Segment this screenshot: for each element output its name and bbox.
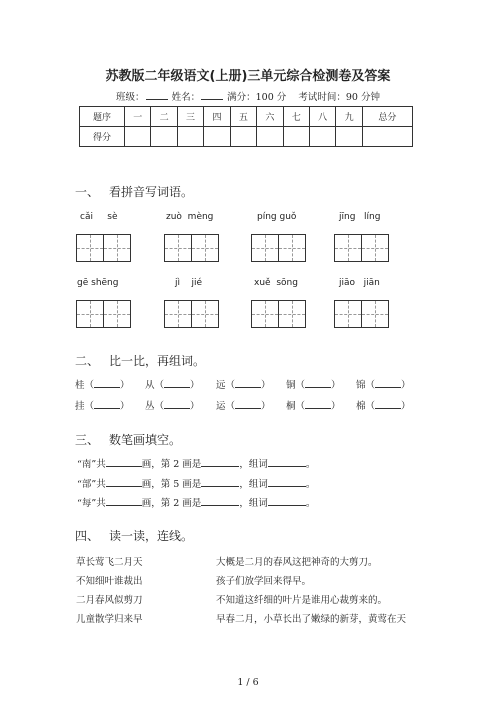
- answer-blank[interactable]: [305, 399, 331, 409]
- answer-blank[interactable]: [164, 378, 190, 388]
- writing-grid[interactable]: [334, 300, 389, 328]
- grid-cell[interactable]: [103, 234, 131, 262]
- writing-grid[interactable]: [251, 234, 306, 262]
- score-cell[interactable]: [125, 127, 151, 147]
- compare-item: 远（ ）: [216, 380, 271, 391]
- section-title: 数笔画填空。: [109, 433, 182, 447]
- grid-cell[interactable]: [164, 300, 192, 328]
- section-number: 四、: [75, 529, 100, 543]
- score-table: [79, 106, 413, 147]
- score-header-cell: 三: [177, 107, 203, 127]
- writing-grid[interactable]: [251, 300, 306, 328]
- score-header-row: [80, 107, 413, 127]
- answer-blank[interactable]: [106, 477, 142, 487]
- grid-cell[interactable]: [191, 234, 219, 262]
- score-header-cell: 七: [283, 107, 309, 127]
- grid-cell[interactable]: [361, 234, 389, 262]
- score-header-cell: 五: [230, 107, 256, 127]
- class-blank[interactable]: [146, 90, 168, 100]
- name-label: 姓名：: [171, 92, 201, 103]
- grid-cell[interactable]: [251, 300, 279, 328]
- answer-blank[interactable]: [164, 399, 190, 409]
- full-score: 满分：100 分: [227, 92, 287, 103]
- answer-blank[interactable]: [235, 399, 261, 409]
- answer-blank[interactable]: [201, 496, 239, 506]
- answer-blank[interactable]: [94, 399, 120, 409]
- answer-blank[interactable]: [106, 496, 142, 506]
- pinyin-label: cǎi sè: [80, 212, 118, 222]
- compare-item: 挂（ ）: [75, 401, 130, 412]
- answer-blank[interactable]: [201, 457, 239, 467]
- grid-cell[interactable]: [191, 300, 219, 328]
- section-title: 读一读，连线。: [109, 529, 194, 543]
- writing-grid[interactable]: [76, 234, 131, 262]
- score-cell[interactable]: [204, 127, 230, 147]
- class-label: 班级：: [116, 92, 145, 103]
- pinyin-label: jīng líng: [339, 212, 381, 222]
- compare-item: 从（ ）: [145, 380, 200, 391]
- grid-cell[interactable]: [334, 234, 362, 262]
- grid-cell[interactable]: [164, 234, 192, 262]
- compare-item: 桂（ ）: [75, 380, 130, 391]
- link-left-item[interactable]: 二月春风似剪刀: [76, 595, 143, 606]
- page-number: 1 / 6: [237, 677, 259, 688]
- section-number: 三、: [75, 433, 100, 447]
- score-header-cell: 四: [204, 107, 230, 127]
- name-blank[interactable]: [201, 90, 223, 100]
- section-title: 看拼音写词语。: [109, 185, 194, 199]
- score-cell[interactable]: [257, 127, 283, 147]
- stroke-item: “部”共 画，第 5 画是 ，组词 。: [77, 479, 316, 490]
- compare-item: 锦（ ）: [356, 380, 411, 391]
- writing-grid[interactable]: [164, 300, 219, 328]
- grid-cell[interactable]: [76, 300, 104, 328]
- grid-cell[interactable]: [361, 300, 389, 328]
- section-number: 一、: [75, 185, 100, 199]
- writing-grid[interactable]: [334, 234, 389, 262]
- section-3-heading: [75, 431, 181, 448]
- grid-cell[interactable]: [251, 234, 279, 262]
- compare-item: 铜（ ）: [286, 380, 341, 391]
- pinyin-label: gē shēng: [77, 278, 119, 288]
- grid-cell[interactable]: [334, 300, 362, 328]
- section-1-heading: [75, 183, 193, 200]
- exam-time: 考试时间：90 分钟: [298, 92, 380, 103]
- score-header-cell: 六: [257, 107, 283, 127]
- link-left-item[interactable]: 草长莺飞二月天: [76, 557, 143, 568]
- score-header-cell: 题序: [80, 107, 125, 127]
- answer-blank[interactable]: [94, 378, 120, 388]
- score-cell[interactable]: [230, 127, 256, 147]
- score-value-row: [80, 127, 413, 147]
- score-cell[interactable]: [283, 127, 309, 147]
- writing-grid[interactable]: [164, 234, 219, 262]
- pinyin-label: zuò mèng: [166, 212, 214, 222]
- pinyin-label: jiāo jiān: [339, 278, 380, 288]
- link-right-item[interactable]: 早春二月，小草长出了嫩绿的新芽，黄莺在天: [216, 614, 407, 625]
- answer-blank[interactable]: [305, 378, 331, 388]
- score-header-cell: 总分: [362, 107, 412, 127]
- section-4-heading: [75, 527, 193, 544]
- answer-blank[interactable]: [235, 378, 261, 388]
- stroke-item: “每”共 画，第 2 画是 ，组词 。: [77, 498, 316, 509]
- score-row-label: 得分: [80, 127, 125, 147]
- link-left-item[interactable]: 不知细叶谁裁出: [76, 576, 143, 587]
- page-title: 苏教版二年级语文(上册)三单元综合检测卷及答案: [105, 69, 391, 84]
- answer-blank[interactable]: [106, 457, 142, 467]
- info-line: [0, 89, 496, 103]
- answer-blank[interactable]: [268, 457, 306, 467]
- score-cell[interactable]: [336, 127, 362, 147]
- grid-cell[interactable]: [278, 234, 306, 262]
- answer-blank[interactable]: [375, 378, 401, 388]
- compare-item: 运（ ）: [216, 401, 271, 412]
- score-cell[interactable]: [177, 127, 203, 147]
- pinyin-label: jì jié: [175, 278, 203, 288]
- compare-item: 棉（ ）: [356, 401, 411, 412]
- grid-cell[interactable]: [103, 300, 131, 328]
- section-title: 比一比，再组词。: [109, 354, 206, 368]
- score-header-cell: 九: [336, 107, 362, 127]
- writing-grid[interactable]: [76, 300, 131, 328]
- link-right-item[interactable]: 孩子们放学回来得早。: [216, 576, 312, 587]
- section-2-heading: [75, 352, 205, 369]
- grid-cell[interactable]: [76, 234, 104, 262]
- stroke-item: “南”共 画，第 2 画是 ，组词 。: [77, 459, 316, 470]
- link-right-item[interactable]: 大概是二月的春风这把神奇的大剪刀。: [216, 557, 378, 568]
- score-header-cell: 二: [151, 107, 177, 127]
- pinyin-label: píng guǒ: [257, 212, 297, 222]
- section-number: 二、: [75, 354, 100, 368]
- link-left-item[interactable]: 儿童散学归来早: [76, 614, 143, 625]
- link-right-item[interactable]: 不知道这纤细的叶片是谁用心裁剪来的。: [216, 595, 388, 606]
- score-header-cell: 一: [125, 107, 151, 127]
- grid-cell[interactable]: [278, 300, 306, 328]
- pinyin-label: xuě sōng: [254, 278, 298, 288]
- answer-blank[interactable]: [375, 399, 401, 409]
- compare-item: 丛（ ）: [145, 401, 200, 412]
- answer-blank[interactable]: [201, 477, 239, 487]
- compare-item: 桐（ ）: [286, 401, 341, 412]
- score-cell[interactable]: [362, 127, 412, 147]
- score-cell[interactable]: [151, 127, 177, 147]
- score-cell[interactable]: [309, 127, 335, 147]
- answer-blank[interactable]: [268, 477, 306, 487]
- score-header-cell: 八: [309, 107, 335, 127]
- answer-blank[interactable]: [268, 496, 306, 506]
